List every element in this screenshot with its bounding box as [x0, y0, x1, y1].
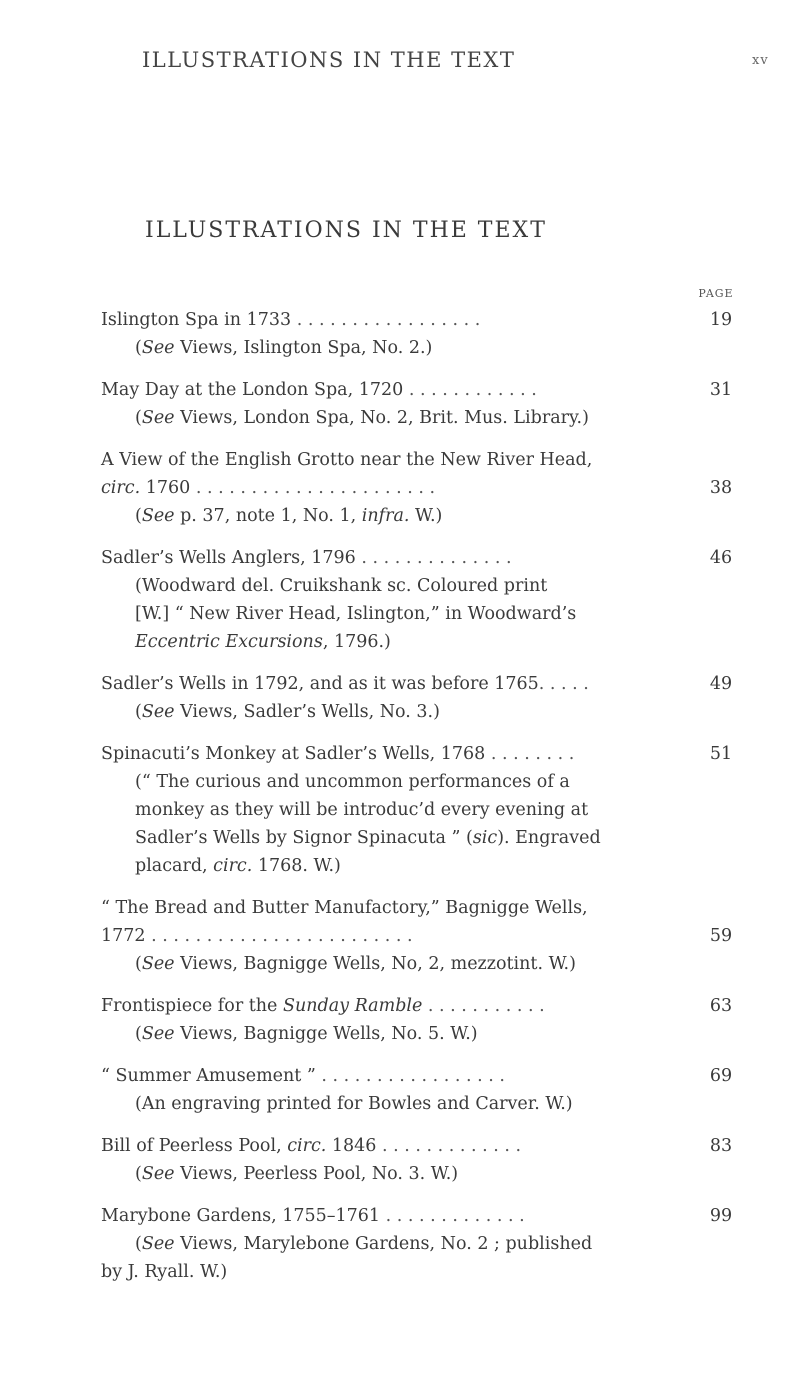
list-item	[101, 544, 741, 656]
page-title: ILLUSTRATIONS IN THE TEXT	[145, 218, 547, 243]
entry-title: Islington Spa in 1733 . . . . . . . . . . . . . . . . . 19	[101, 306, 741, 334]
entry-note: (See Views, Sadler’s Wells, No. 3.)	[135, 702, 440, 722]
list-item	[101, 670, 741, 726]
page-number: 51	[709, 744, 733, 764]
entry-note: monkey as they will be introduc’d every evening at	[135, 800, 589, 820]
entry-note: (See Views, Marylebone Gardens, No. 2 ; published	[135, 1234, 593, 1254]
list-item	[101, 306, 741, 362]
illustrations-list	[101, 306, 741, 1300]
entry-note: (See Views, Islington Spa, No. 2.)	[135, 338, 433, 358]
entry-note: (See Views, Bagnigge Wells, No. 5. W.)	[135, 1024, 478, 1044]
page-number: 19	[709, 310, 733, 330]
entry-note: [W.] “ New River Head, Islington,” in Woodward’s	[135, 604, 577, 624]
entry-note: Eccentric Excursions, 1796.)	[135, 632, 391, 652]
entry-title: Sadler’s Wells in 1792, and as it was before 1765. . . . . 49	[101, 670, 741, 698]
running-head: ILLUSTRATIONS IN THE TEXT	[142, 48, 516, 72]
entry-note: (Woodward del. Cruikshank sc. Coloured print	[135, 576, 548, 596]
entry-note: (See Views, Bagnigge Wells, No, 2, mezzotint. W.)	[135, 954, 576, 974]
entry-title: May Day at the London Spa, 1720 . . . . . . . . . . . . 31	[101, 376, 741, 404]
entry-note: Sadler’s Wells by Signor Spinacuta ” (sic). Engraved	[135, 828, 601, 848]
page-number: 99	[709, 1206, 733, 1226]
entry-title: “ The Bread and Butter Manufactory,” Bagnigge Wells,	[101, 898, 588, 918]
entry-note: (An engraving printed for Bowles and Carver. W.)	[135, 1094, 573, 1114]
page-number: 63	[709, 996, 733, 1016]
list-item	[101, 376, 741, 432]
entry-note: (“ The curious and uncommon performances of a	[135, 772, 570, 792]
entry-title: Marybone Gardens, 1755–1761 . . . . . . . . . . . . . 99	[101, 1202, 741, 1230]
page-column-label: PAGE	[698, 287, 734, 300]
page-number: 69	[709, 1066, 733, 1086]
entry-title: Sadler’s Wells Anglers, 1796 . . . . . . . . . . . . . . 46	[101, 544, 741, 572]
page-number: 83	[709, 1136, 733, 1156]
entry-note: (See Views, Peerless Pool, No. 3. W.)	[135, 1164, 459, 1184]
entry-note: (See Views, London Spa, No. 2, Brit. Mus. Library.)	[135, 408, 589, 428]
entry-note: placard, circ. 1768. W.)	[135, 856, 341, 876]
entry-note: by J. Ryall. W.)	[101, 1262, 228, 1282]
list-item	[101, 992, 741, 1048]
list-item	[101, 894, 741, 978]
folio: xv	[752, 53, 769, 68]
list-item	[101, 1202, 741, 1286]
page-number: 59	[709, 926, 733, 946]
page-number: 38	[709, 478, 733, 498]
list-item	[101, 1132, 741, 1188]
entry-title: Bill of Peerless Pool, circ. 1846 . . . . . . . . . . . . . 83	[101, 1132, 741, 1160]
list-item	[101, 446, 741, 530]
list-item	[101, 1062, 741, 1118]
entry-title: A View of the English Grotto near the New River Head,	[101, 450, 593, 470]
entry-title-continued: circ. 1760 . . . . . . . . . . . . . . . . . . . . . . 38	[101, 474, 741, 502]
entry-title: Frontispiece for the Sunday Ramble . . . . . . . . . . . 63	[101, 992, 741, 1020]
entry-note: (See p. 37, note 1, No. 1, infra. W.)	[135, 506, 443, 526]
page-number: 31	[709, 380, 733, 400]
entry-title: “ Summer Amusement ” . . . . . . . . . . . . . . . . . 69	[101, 1062, 741, 1090]
page-number: 49	[709, 674, 733, 694]
entry-title: Spinacuti’s Monkey at Sadler’s Wells, 1768 . . . . . . . . 51	[101, 740, 741, 768]
list-item	[101, 740, 741, 880]
page-number: 46	[709, 548, 733, 568]
entry-title-continued: 1772 . . . . . . . . . . . . . . . . . . . . . . . . 59	[101, 922, 741, 950]
